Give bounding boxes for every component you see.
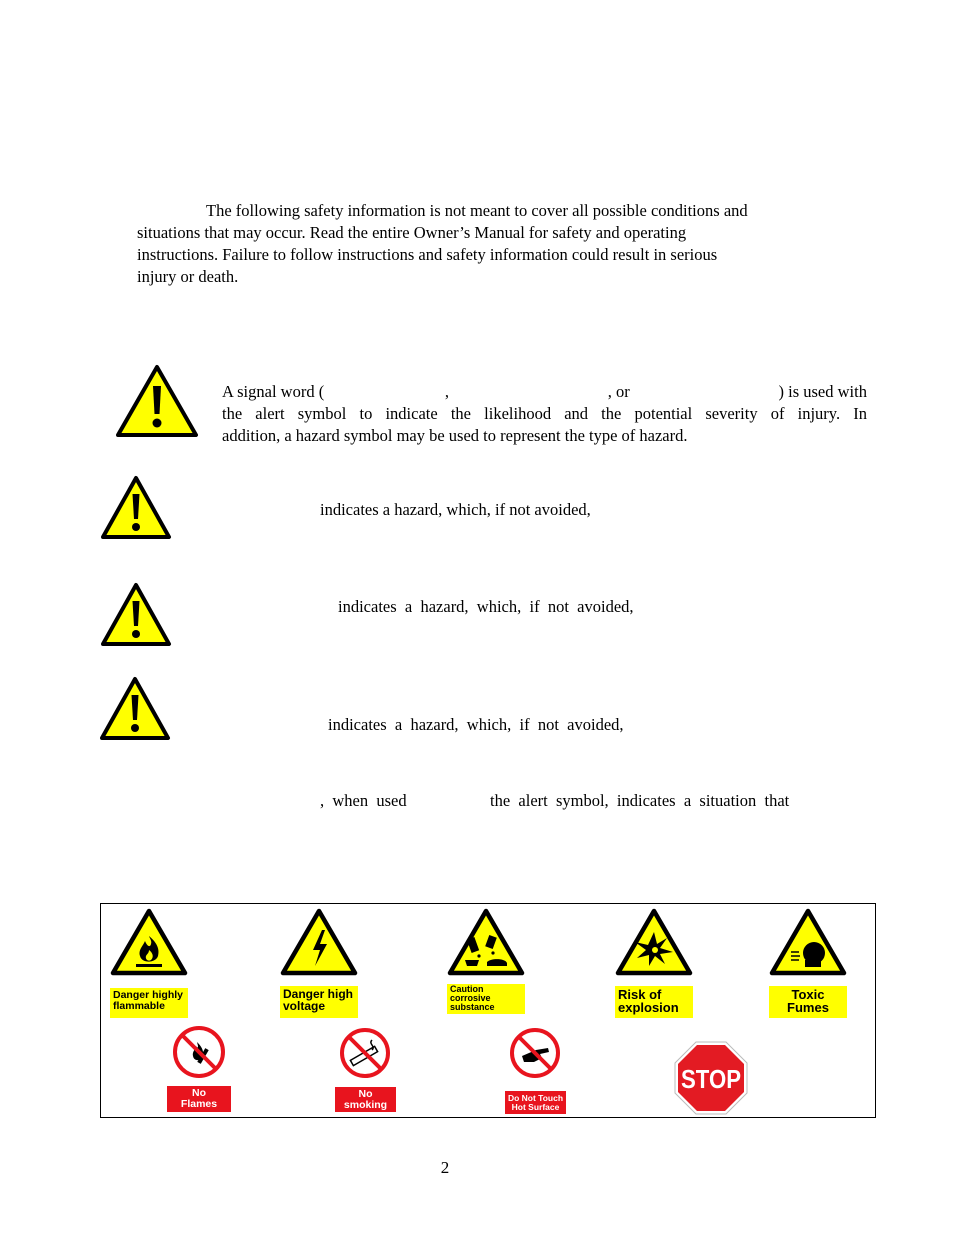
corrosive-label-line-3: substance bbox=[450, 1002, 495, 1012]
alert-danger-icon bbox=[100, 475, 172, 540]
signal-text-d: ) is used with bbox=[778, 382, 867, 401]
intro-line-2: situations that may occur. Read the entire Owner’s Manual for safety and operating bbox=[137, 223, 687, 242]
corrosive-label-line-2: corrosive bbox=[450, 993, 491, 1003]
level-2-text: indicates a hazard, which, if not avoided, bbox=[338, 597, 634, 616]
intro-line-3: instructions. Failure to follow instructions and safety information could result in serious bbox=[137, 245, 718, 264]
no-flames-label bbox=[167, 1086, 231, 1112]
alert-symbol-icon bbox=[115, 364, 199, 438]
no-smoking-icon bbox=[338, 1026, 392, 1085]
signal-line-2: the alert symbol to indicate the likelihood and the potential severity of injury. In bbox=[222, 404, 867, 423]
no-flames-label-line-2: Flames bbox=[180, 1097, 218, 1110]
lightning-icon bbox=[280, 908, 358, 981]
signal-line-3: addition, a hazard symbol may be used to represent the type of hazard. bbox=[222, 426, 688, 445]
signal-text-c: , or bbox=[607, 382, 630, 401]
notice-text-1: , when used bbox=[320, 791, 407, 810]
page-number: 2 bbox=[440, 1158, 450, 1177]
explosion-label-line-2: explosion bbox=[618, 1000, 679, 1015]
flammable-label-line-2: flammable bbox=[113, 999, 165, 1012]
no-flames-label-line-1: No bbox=[192, 1087, 206, 1099]
toxic-fumes-label-line-2: Fumes bbox=[787, 1000, 829, 1015]
signal-text-b: , bbox=[444, 382, 450, 401]
no-touch-icon bbox=[508, 1026, 562, 1085]
no-touch-label-line-1: Do Not Touch bbox=[507, 1093, 564, 1103]
explosion-icon bbox=[615, 908, 693, 981]
toxic-fumes-label bbox=[769, 986, 847, 1018]
voltage-label-line-1: Danger high bbox=[283, 987, 354, 1001]
level-3-text: indicates a hazard, which, if not avoided, bbox=[328, 715, 624, 734]
signal-word-paragraph bbox=[222, 381, 867, 447]
intro-line-1: The following safety information is not meant to cover all possible conditions and bbox=[206, 201, 748, 220]
no-touch-label bbox=[505, 1091, 566, 1114]
toxic-fumes-icon bbox=[769, 908, 847, 981]
flame-icon bbox=[110, 908, 188, 981]
no-smoking-label bbox=[335, 1087, 396, 1112]
flammable-label bbox=[110, 988, 188, 1018]
stop-sign-text: STOP bbox=[681, 1064, 741, 1094]
corrosive-label-line-1: Caution bbox=[450, 984, 484, 994]
signal-text-a: A signal word ( bbox=[222, 382, 325, 401]
voltage-label bbox=[280, 986, 358, 1018]
voltage-label-line-2: voltage bbox=[283, 999, 326, 1013]
corrosive-label bbox=[447, 984, 525, 1014]
notice-text-2: the alert symbol, indicates a situation that bbox=[490, 791, 790, 810]
toxic-fumes-label-line-1: Toxic bbox=[791, 987, 825, 1002]
no-smoking-label-line-2: smoking bbox=[343, 1098, 388, 1111]
no-touch-label-line-2: Hot Surface bbox=[511, 1101, 560, 1112]
intro-line-4: injury or death. bbox=[137, 267, 239, 286]
no-smoking-label-line-1: No bbox=[358, 1088, 373, 1100]
intro-paragraph bbox=[137, 200, 837, 288]
explosion-label bbox=[615, 986, 693, 1018]
hazard-symbols-panel bbox=[100, 903, 876, 1118]
explosion-label-line-1: Risk of bbox=[618, 987, 662, 1002]
alert-warning-icon bbox=[100, 582, 172, 647]
flammable-label-line-1: Danger highly bbox=[113, 989, 184, 1001]
level-1-text: indicates a hazard, which, if not avoided, bbox=[320, 500, 591, 519]
stop-sign-icon bbox=[674, 1041, 748, 1120]
alert-caution-icon bbox=[99, 676, 171, 741]
no-flames-icon bbox=[171, 1024, 227, 1085]
corrosive-icon bbox=[447, 908, 525, 981]
